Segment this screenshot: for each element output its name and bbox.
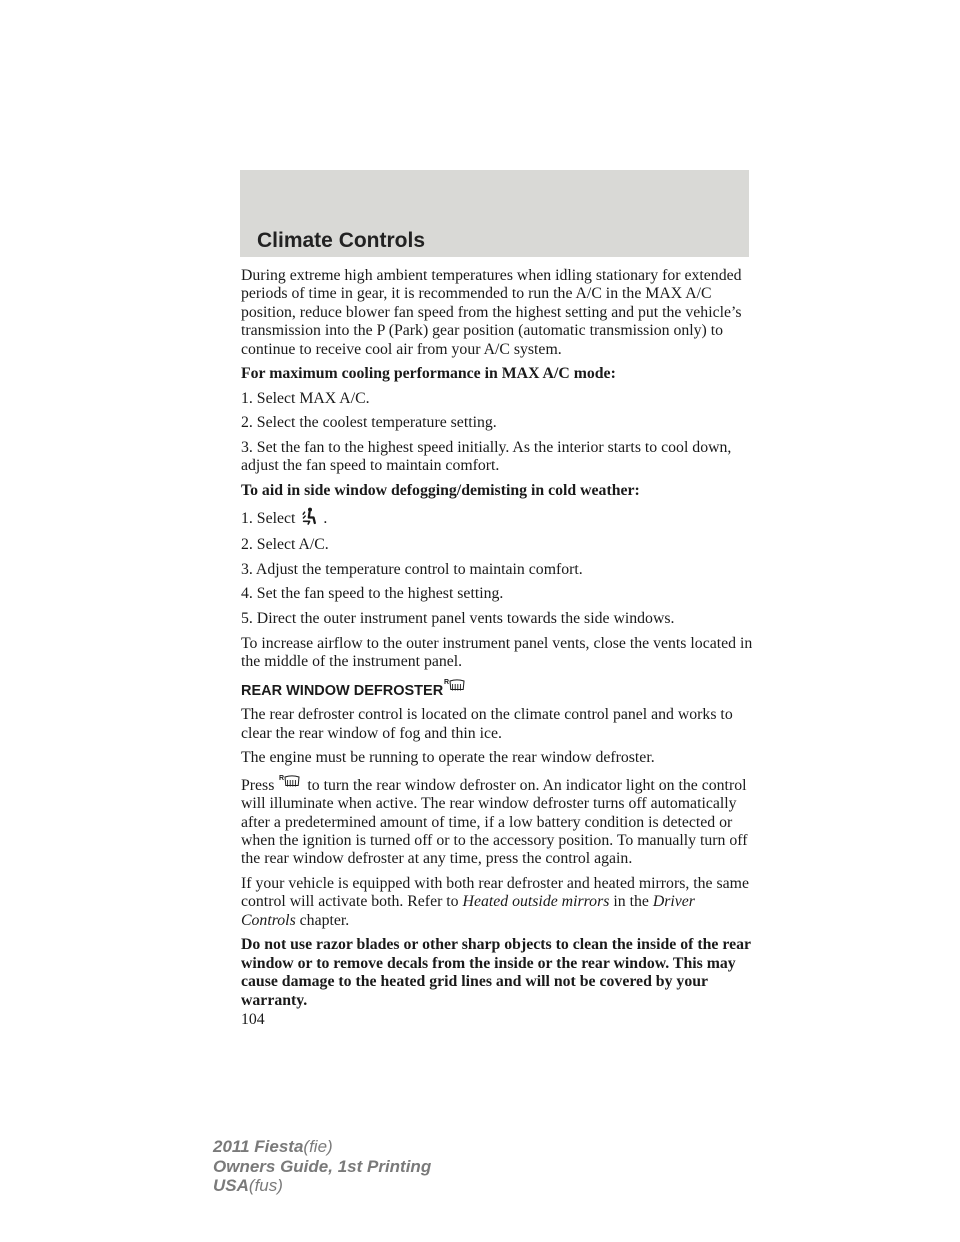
defog-step-2: 2. Select A/C. bbox=[241, 536, 329, 554]
section-title: Climate Controls bbox=[257, 229, 426, 252]
svg-text:R: R bbox=[279, 774, 285, 782]
rear-defroster-heading-text: REAR WINDOW DEFROSTER bbox=[241, 682, 444, 699]
page-number: 104 bbox=[241, 1011, 265, 1028]
rear-defroster-engine-note: The engine must be running to operate the rear window defroster. bbox=[241, 749, 655, 767]
cooling-step-3: 3. Set the fan to the highest speed initially. As the interior starts to cool down, adjust the fan speed to maintain comfort. bbox=[241, 439, 732, 475]
defog-step-3: 3. Adjust the temperature control to maintain comfort. bbox=[241, 560, 583, 578]
footer-market: USA bbox=[213, 1176, 249, 1195]
defog-step-4: 4. Set the fan speed to the highest setting. bbox=[241, 585, 504, 603]
page-content bbox=[241, 267, 753, 1029]
cooling-step-1: 1. Select MAX A/C. bbox=[241, 389, 370, 407]
rear-defrost-icon bbox=[279, 774, 301, 792]
footer-line-2: Owners Guide, 1st Printing bbox=[213, 1156, 432, 1176]
footer-line-1 bbox=[213, 1137, 431, 1157]
press-prefix: Press bbox=[241, 776, 275, 794]
defog-step-5: 5. Direct the outer instrument panel vents towards the side windows. bbox=[241, 609, 675, 627]
mirrors-text-2: in the bbox=[613, 893, 649, 911]
airflow-paragraph: To increase airflow to the outer instrument panel vents, close the vents located in the middle of the instrument panel. bbox=[241, 634, 753, 670]
defog-step-1-suffix: . bbox=[323, 509, 328, 527]
heated-mirrors-reference: Heated outside mirrors bbox=[462, 893, 610, 911]
warning-paragraph: Do not use razor blades or other sharp objects to clean the inside of the rear window or to remove decals from the inside or the rear window. This may cause damage to the heated grid lines and will not be covered by your warranty. bbox=[241, 936, 751, 1009]
driver-controls-reference: Driver Controls bbox=[241, 893, 695, 929]
intro-paragraph: During extreme high ambient temperatures when idling stationary for extended periods of time in gear, it is recommended to run the A/C in the MAX A/C position, reduce blower fan speed from the highest setting and put the vehicle’s transmission into the P (Park) gear position (automatic transmission only) to continue to receive cool air from your A/C system. bbox=[241, 267, 742, 358]
footer-model: 2011 Fiesta bbox=[213, 1137, 304, 1156]
svg-text:R: R bbox=[444, 678, 450, 686]
rear-defroster-location: The rear defroster control is located on the climate control panel and works to clear the rear window of fog and thin ice. bbox=[241, 706, 733, 742]
footer-market-code: (fus) bbox=[248, 1176, 283, 1195]
footer-model-code: (fie) bbox=[303, 1137, 333, 1156]
defog-step-1-prefix: 1. Select bbox=[241, 509, 296, 527]
footer-line-3 bbox=[213, 1176, 431, 1196]
print-footer bbox=[213, 1137, 431, 1196]
defog-heading: To aid in side window defogging/demisting in cold weather: bbox=[241, 482, 640, 499]
cooling-heading: For maximum cooling performance in MAX A/C mode: bbox=[241, 365, 616, 383]
heated-mirrors-note bbox=[241, 875, 753, 930]
rear-defrost-icon bbox=[444, 678, 466, 696]
floor-defrost-icon bbox=[301, 507, 319, 530]
mirrors-text-3: chapter. bbox=[299, 911, 350, 929]
cooling-step-2: 2. Select the coolest temperature setting. bbox=[241, 414, 497, 432]
rear-defroster-heading bbox=[241, 678, 753, 700]
rear-defroster-operation bbox=[241, 774, 753, 869]
defog-step-1 bbox=[241, 507, 753, 530]
press-suffix: to turn the rear window defroster on. An indicator light on the control will illuminate when active. The rear window defroster turns off automatically after a predetermined amount of time, if a low battery condition is detected or when the ignition is turned off or to the accessory position. To manually turn off the rear window defroster at any time, press the control again. bbox=[241, 776, 748, 868]
mirrors-text-1: If your vehicle is equipped with both rear defroster and heated mirrors, the same control will activate both. Refer to bbox=[241, 874, 749, 911]
